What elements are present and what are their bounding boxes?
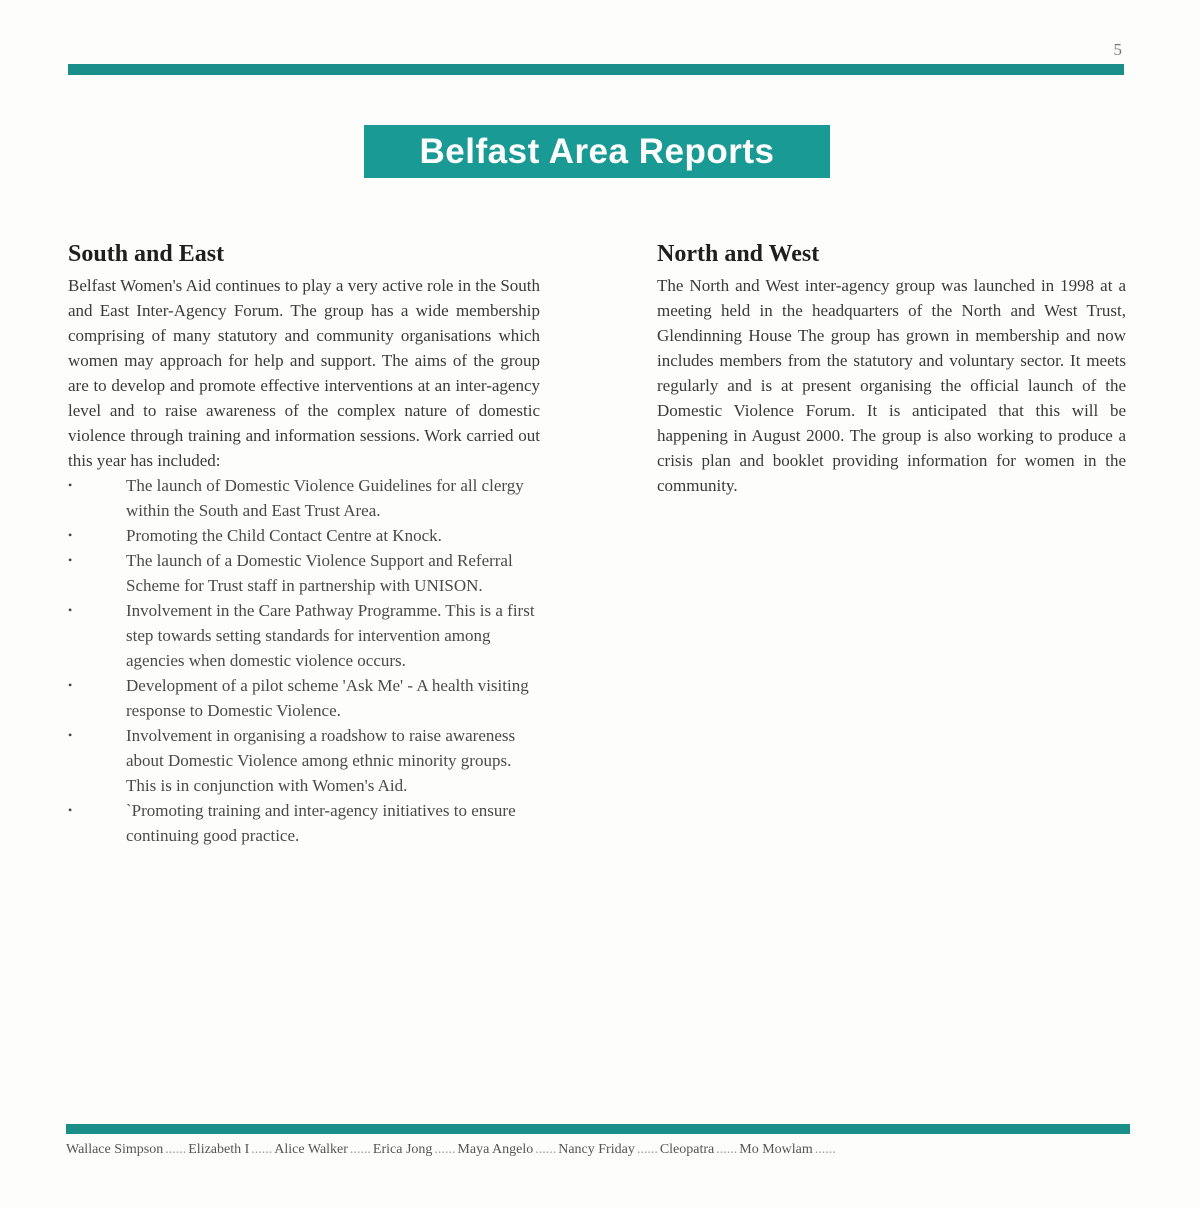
list-item-text: Involvement in the Care Pathway Programme. This is a first step towards setting standards for intervention among agencies when domestic violence occurs. [126, 601, 535, 670]
list-item [68, 598, 540, 673]
list-item-text: Promoting the Child Contact Centre at Knock. [126, 526, 442, 545]
footer-separator: ...... [434, 1142, 456, 1157]
footer-name: Cleopatra [659, 1142, 715, 1157]
footer-separator: ...... [251, 1142, 273, 1157]
north-west-heading: North and West [657, 241, 820, 267]
south-east-section [68, 238, 540, 848]
list-item [68, 523, 540, 548]
top-divider [68, 64, 1124, 75]
footer-name: Mo Mowlam [739, 1142, 813, 1157]
list-item-text: Development of a pilot scheme 'Ask Me' - A health visiting response to Domestic Violence. [126, 676, 529, 720]
footer-name: Alice Walker [274, 1142, 348, 1157]
footer-separator: ...... [716, 1142, 738, 1157]
bullet-icon: • [68, 478, 73, 492]
list-item-text: The launch of a Domestic Violence Support and Referral Scheme for Trust staff in partnership with UNISON. [126, 551, 513, 595]
south-east-heading: South and East [68, 241, 225, 267]
list-item [68, 473, 540, 523]
list-item-text: `Promoting training and inter-agency initiatives to ensure continuing good practice. [126, 801, 516, 845]
list-item-text: Involvement in organising a roadshow to raise awareness about Domestic Violence among ethnic minority groups. This is in conjunction with Women's Aid. [126, 726, 516, 795]
list-item [68, 798, 540, 848]
footer-name: Elizabeth I [188, 1142, 250, 1157]
footer-name: Nancy Friday [558, 1142, 635, 1157]
north-west-body: The North and West inter-agency group was launched in 1998 at a meeting held in the headquarters of the North and West Trust, Glendinning House The group has grown in membership and now includes members from the statutory and voluntary sector. It meets regularly and is at present organising the official launch of the Domestic Violence Forum. It is anticipated that this will be happening in August 2000. The group is also working to produce a crisis plan and booklet providing information for women in the community. [657, 276, 1126, 495]
footer-separator: ...... [349, 1142, 371, 1157]
bullet-icon: • [68, 603, 73, 617]
page-title: Belfast Area Reports [364, 125, 830, 178]
bullet-icon: • [68, 528, 73, 542]
footer-name: Wallace Simpson [66, 1142, 164, 1157]
north-west-section [657, 238, 1126, 498]
footer-names [66, 1142, 1136, 1158]
bullet-icon: • [68, 728, 73, 742]
bullet-icon: • [68, 678, 73, 692]
footer-separator: ...... [636, 1142, 658, 1157]
footer-separator: ...... [535, 1142, 557, 1157]
south-east-intro: Belfast Women's Aid continues to play a very active role in the South and East Inter-Agency Forum. The group has a wide membership comprising of many statutory and community organisations which women may approach for help and support. The aims of the group are to develop and promote effective interventions at an inter-agency level and to raise awareness of the complex nature of domestic violence through training and information sessions. Work carried out this year has included: [68, 276, 540, 470]
footer-separator: ...... [165, 1142, 187, 1157]
list-item [68, 548, 540, 598]
list-item [68, 673, 540, 723]
page-number: 5 [1113, 40, 1122, 59]
bullet-icon: • [68, 803, 73, 817]
footer-separator: ...... [814, 1142, 836, 1157]
bottom-divider [66, 1124, 1130, 1134]
list-item-text: The launch of Domestic Violence Guidelines for all clergy within the South and East Trust Area. [126, 476, 524, 520]
south-east-bullet-list [68, 473, 540, 848]
list-item [68, 723, 540, 798]
bullet-icon: • [68, 553, 73, 567]
footer-name: Erica Jong [372, 1142, 433, 1157]
footer-name: Maya Angelo [457, 1142, 534, 1157]
